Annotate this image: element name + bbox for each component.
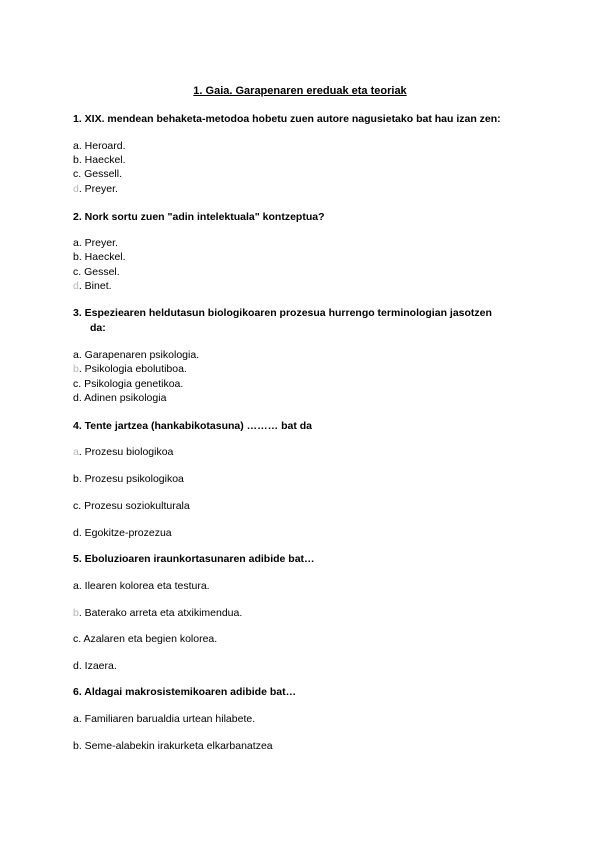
option-2d: d. Binet. xyxy=(73,280,112,292)
option-2a: a. Preyer. xyxy=(73,237,118,249)
option-2b: b. Haeckel. xyxy=(73,251,126,263)
option-1c: c. Gessell. xyxy=(73,168,123,180)
option-1a: a. Heroard. xyxy=(73,140,126,152)
option-3b: b. Psikologia ebolutiboa. xyxy=(73,363,187,375)
option-4c: c. Prozesu soziokulturala xyxy=(73,500,190,512)
question-text: 6. Aldagai makrosistemikoaren adibide bat… xyxy=(73,686,297,698)
question-2 xyxy=(73,210,543,225)
option-3d: d. Adinen psikologia xyxy=(73,392,167,404)
question-4 xyxy=(73,419,543,434)
option-5b: b. Baterako arreta eta atxikimendua. xyxy=(73,607,243,619)
option-5c: c. Azalaren eta begien kolorea. xyxy=(73,633,218,645)
question-text: 2. Nork sortu zuen "adin intelektuala" kontzeptua? xyxy=(73,211,325,223)
question-3 xyxy=(73,306,543,336)
question-text: 3. Espeziearen heldutasun biologikoaren prozesua hurrengo terminologian jasotzen xyxy=(73,307,492,319)
option-4d: d. Egokitze-prozezua xyxy=(73,527,172,539)
question-6 xyxy=(73,685,543,700)
option-1d: d. Preyer. xyxy=(73,183,118,195)
option-5d: d. Izaera. xyxy=(73,660,117,672)
question-text: 1. XIX. mendean behaketa-metodoa hobetu zuen autore nagusietako bat hau izan zen: xyxy=(73,113,501,125)
option-6b: b. Seme-alabekin irakurketa elkarbanatzea xyxy=(73,740,273,752)
option-1b: b. Haeckel. xyxy=(73,154,126,166)
option-3c: c. Psikologia genetikoa. xyxy=(73,378,184,390)
option-4b: b. Prozesu psikologikoa xyxy=(73,473,184,485)
question-5 xyxy=(73,552,543,567)
question-text-continuation: da: xyxy=(90,322,106,334)
option-5a: a. Ilearen kolorea eta testura. xyxy=(73,580,210,592)
page-title: 1. Gaia. Garapenaren ereduak eta teoriak xyxy=(193,85,407,97)
option-4a: a. Prozesu biologikoa xyxy=(73,446,174,458)
option-2c: c. Gessel. xyxy=(73,266,120,278)
option-3a: a. Garapenaren psikologia. xyxy=(73,349,200,361)
question-1 xyxy=(73,112,543,127)
option-6a: a. Familiaren barualdia urtean hilabete. xyxy=(73,713,256,725)
question-text: 4. Tente jartzea (hankabikotasuna) ……… bat da xyxy=(73,420,313,432)
question-text: 5. Eboluzioaren iraunkortasunaren adibide bat… xyxy=(73,553,315,565)
